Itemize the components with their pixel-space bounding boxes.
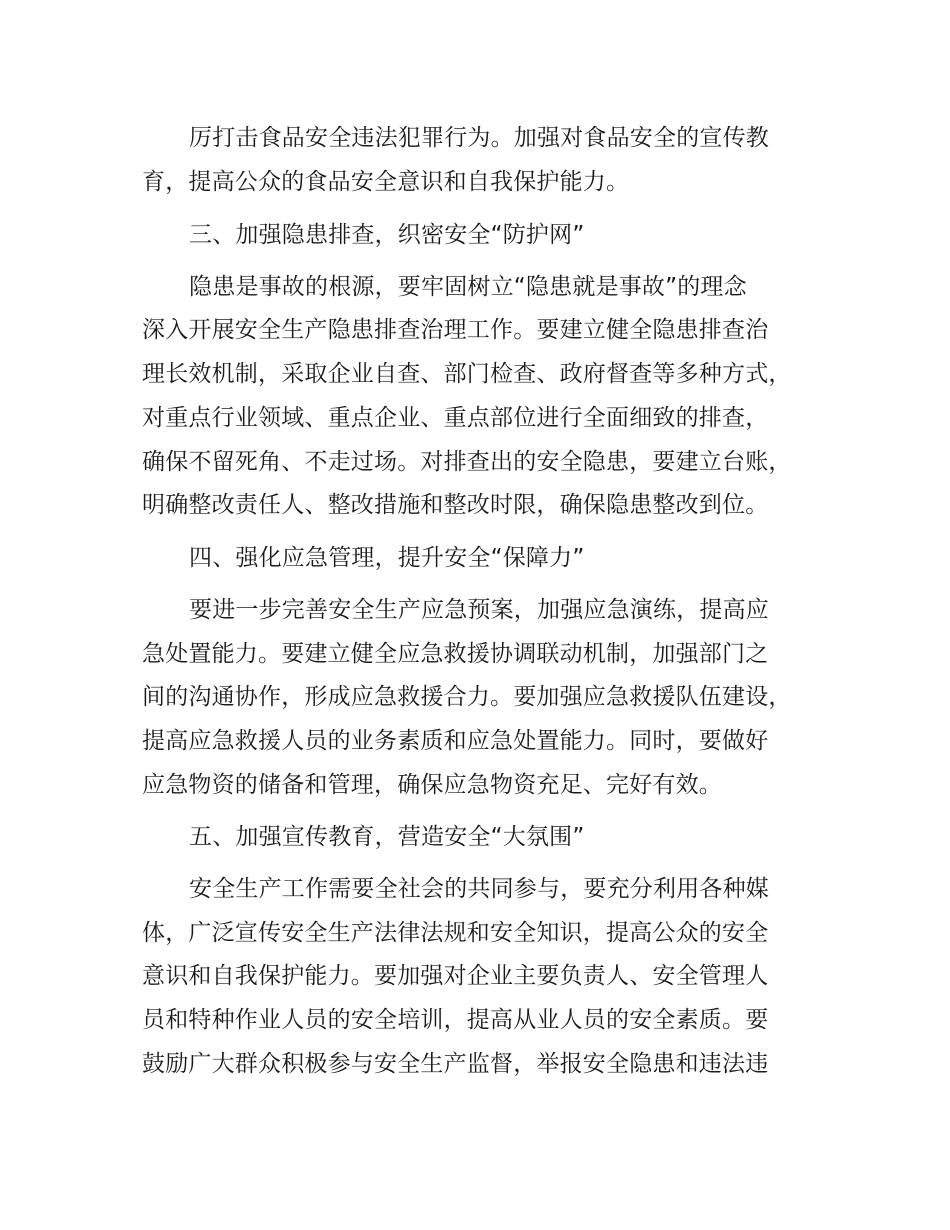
text-line-5: 深入开展安全生产隐患排查治理工作。要建立健全隐患排查治 bbox=[142, 317, 769, 343]
text-line-6: 理长效机制，采取企业自查、部门检查、政府督查等多种方式， bbox=[142, 361, 792, 387]
text-line-11: 要进一步完善安全生产应急预案，加强应急演练，提高应 bbox=[189, 597, 769, 623]
text-line-19: 意识和自我保护能力。要加强对企业主要负责人、安全管理人 bbox=[142, 963, 769, 989]
text-line-2: 育，提高公众的食品安全意识和自我保护能力。 bbox=[142, 169, 630, 195]
text-line-7: 对重点行业领域、重点企业、重点部位进行全面细致的排查， bbox=[142, 405, 769, 431]
text-line-8: 确保不留死角、不走过场。对排查出的安全隐患，要建立台账， bbox=[142, 449, 792, 475]
text-line-14: 提高应急救援人员的业务素质和应急处置能力。同时，要做好 bbox=[142, 728, 769, 754]
text-line-21: 鼓励广大群众积极参与安全生产监督，举报安全隐患和违法违 bbox=[142, 1051, 769, 1077]
text-line-4: 隐患是事故的根源，要牢固树立“隐患就是事故”的理念 bbox=[189, 274, 747, 300]
text-line-12: 急处置能力。要建立健全应急救援协调联动机制，加强部门之 bbox=[142, 641, 769, 667]
text-line-9: 明确整改责任人、整改措施和整改时限，确保隐患整改到位。 bbox=[142, 492, 769, 518]
text-line-1: 厉打击食品安全违法犯罪行为。加强对食品安全的宣传教 bbox=[189, 125, 769, 151]
section-heading-5: 五、加强宣传教育，营造安全“大氛围” bbox=[189, 824, 585, 850]
text-line-20: 员和特种作业人员的安全培训，提高从业人员的安全素质。要 bbox=[142, 1007, 769, 1033]
text-line-15: 应急物资的储备和管理，确保应急物资充足、完好有效。 bbox=[142, 772, 722, 798]
text-line-13: 间的沟通协作，形成应急救援合力。要加强应急救援队伍建设， bbox=[142, 684, 792, 710]
section-heading-4: 四、强化应急管理，提升安全“保障力” bbox=[189, 545, 585, 571]
text-line-17: 安全生产工作需要全社会的共同参与，要充分利用各种媒 bbox=[189, 876, 769, 902]
text-line-18: 体，广泛宣传安全生产法律法规和安全知识，提高公众的安全 bbox=[142, 920, 769, 946]
section-heading-3: 三、加强隐患排查，织密安全“防护网” bbox=[189, 222, 585, 248]
